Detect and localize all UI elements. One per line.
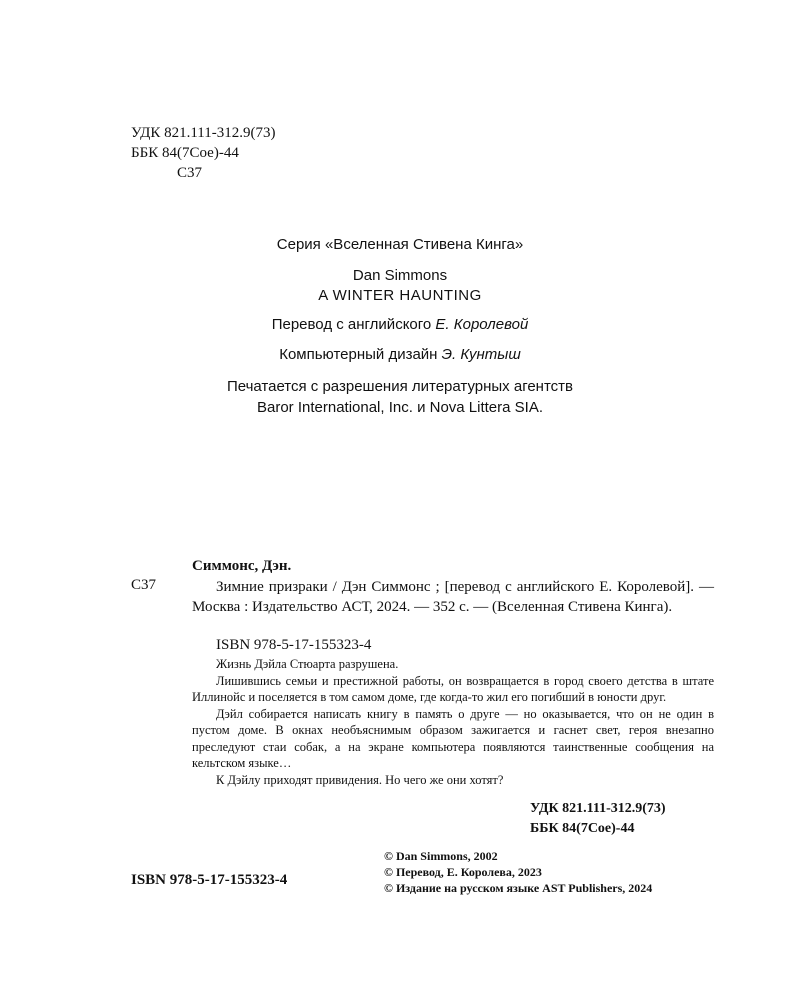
annotation-paragraph: Жизнь Дэйла Стюарта разрушена. xyxy=(216,657,399,671)
design-credit xyxy=(0,346,800,363)
series-title: Серия «Вселенная Стивена Кинга» xyxy=(276,236,524,253)
classification-block xyxy=(131,123,275,183)
permission-notice xyxy=(0,376,800,418)
bottom-classification xyxy=(530,799,666,839)
copyright-block xyxy=(384,848,652,896)
permission-line-2: Baror International, Inc. и Nova Littera SIA. xyxy=(256,399,544,416)
copyright-line: © Dan Simmons, 2002 xyxy=(384,849,498,863)
original-title: A WINTER HAUNTING xyxy=(318,287,482,304)
bbk-code: ББК 84(7Сое)-44 xyxy=(131,145,239,161)
catalog-card-isbn: ISBN 978-5-17-155323-4 xyxy=(216,637,372,653)
translation-prefix: Перевод с английского xyxy=(271,316,432,333)
isbn: ISBN 978-5-17-155323-4 xyxy=(131,872,288,888)
designer-name: Э. Кунтыш xyxy=(441,346,521,363)
udk-code: УДК 821.111-312.9(73) xyxy=(131,125,276,141)
translator-name: Е. Королевой xyxy=(435,316,529,333)
copyright-line: © Перевод, Е. Королева, 2023 xyxy=(384,865,542,879)
copyright-line: © Издание на русском языке AST Publishers, 2024 xyxy=(384,881,653,895)
annotation-paragraph: К Дэйлу приходят привидения. Но чего же они хотят? xyxy=(216,772,504,787)
bottom-bbk: ББК 84(7Сое)-44 xyxy=(530,821,635,836)
original-edition xyxy=(0,266,800,306)
catalog-card-description: Зимние призраки / Дэн Симмонс ; [перевод с английского Е. Королевой]. — Москва : Издательство АСТ, 2024. — 352 с. — (Вселенная Стивена Кинга). xyxy=(192,579,714,615)
annotation xyxy=(192,656,714,788)
original-author: Dan Simmons xyxy=(352,267,448,284)
permission-line-1: Печатается с разрешения литературных агентств xyxy=(226,378,574,395)
catalog-card-code: С37 xyxy=(131,577,157,593)
design-prefix: Компьютерный дизайн xyxy=(279,346,438,363)
catalog-card-author: Симмонс, Дэн. xyxy=(192,558,292,574)
annotation-paragraph: Дэйл собирается написать книгу в память о друге — но оказывается, что он не один в пустом доме. В окнах необъяснимым образом зажигается и гаснет свет, героя внезапно преследуют стаи собак, а на экране компьютера появляются таинственные сообщения на кельтском языке… xyxy=(192,706,714,770)
translation-credit xyxy=(0,316,800,333)
author-sign-code: С37 xyxy=(177,165,203,181)
annotation-paragraph: Лишившись семьи и престижной работы, он возвращается в город своего детства в штате Иллинойс и поселяется в том самом доме, где когда-то жил его погибший в юности друг. xyxy=(192,673,714,704)
bottom-udk: УДК 821.111-312.9(73) xyxy=(530,801,666,816)
